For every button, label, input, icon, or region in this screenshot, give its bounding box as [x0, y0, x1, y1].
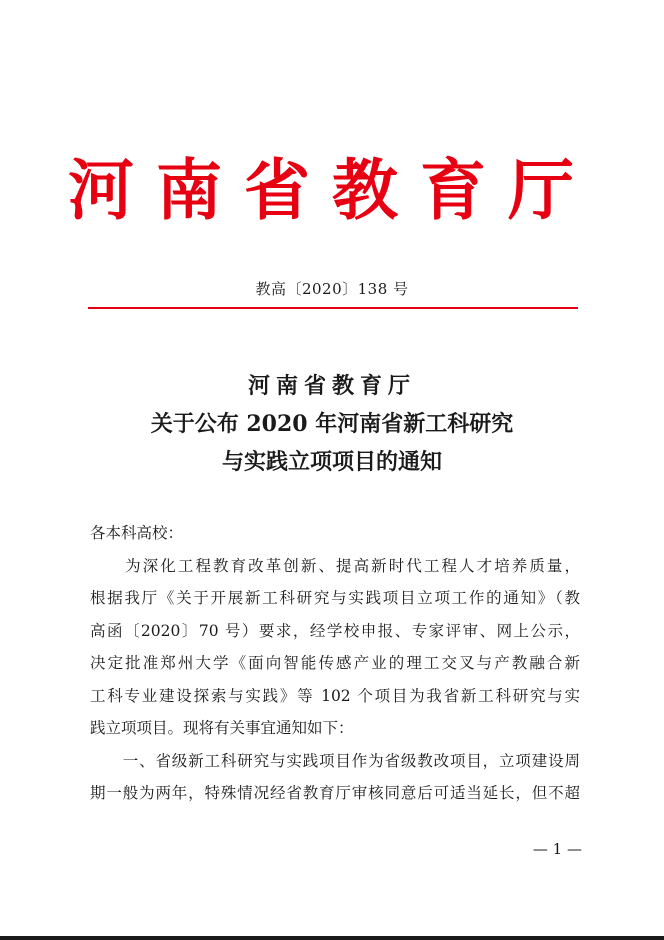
- notice-title: [0, 367, 664, 481]
- body-line: 决定批准郑州大学《面向智能传感产业的理工交叉与产教融合新: [90, 654, 580, 672]
- page-number: — 1 —: [532, 840, 582, 858]
- body-line: 根据我厅《关于开展新工科研究与实践项目立项工作的通知》（教: [90, 589, 580, 607]
- notice-title-line: 与实践立项项目的通知: [221, 449, 442, 475]
- body-line: 一、省级新工科研究与实践项目作为省级教改项目，立项建设周: [90, 751, 580, 770]
- notice-title-line: 关于公布 2020 年河南省新工科研究: [150, 411, 514, 437]
- issuer-header: 河南省教育厅: [68, 151, 596, 229]
- body-line: 工科专业建设探索与实践》等 102 个项目为我省新工科研究与实: [90, 686, 580, 705]
- body-line: 高函〔2020〕70 号）要求，经学校申报、专家评审、网上公示，: [90, 621, 580, 640]
- document-number: 教高〔2020〕138 号: [255, 280, 409, 298]
- red-divider-line: [88, 307, 578, 309]
- bottom-edge-bar: [0, 936, 664, 940]
- body-line: 践立项项目。现将有关事宜通知如下：: [90, 719, 354, 737]
- body-line: 为深化工程教育改革创新、提高新时代工程人才培养质量，: [90, 556, 580, 575]
- body-line: 期一般为两年，特殊情况经省教育厅审核同意后可适当延长，但不超: [90, 784, 580, 802]
- notice-body: [90, 517, 580, 810]
- notice-title-line: 河南省教育厅: [247, 373, 416, 399]
- salutation: 各本科高校：: [90, 524, 184, 542]
